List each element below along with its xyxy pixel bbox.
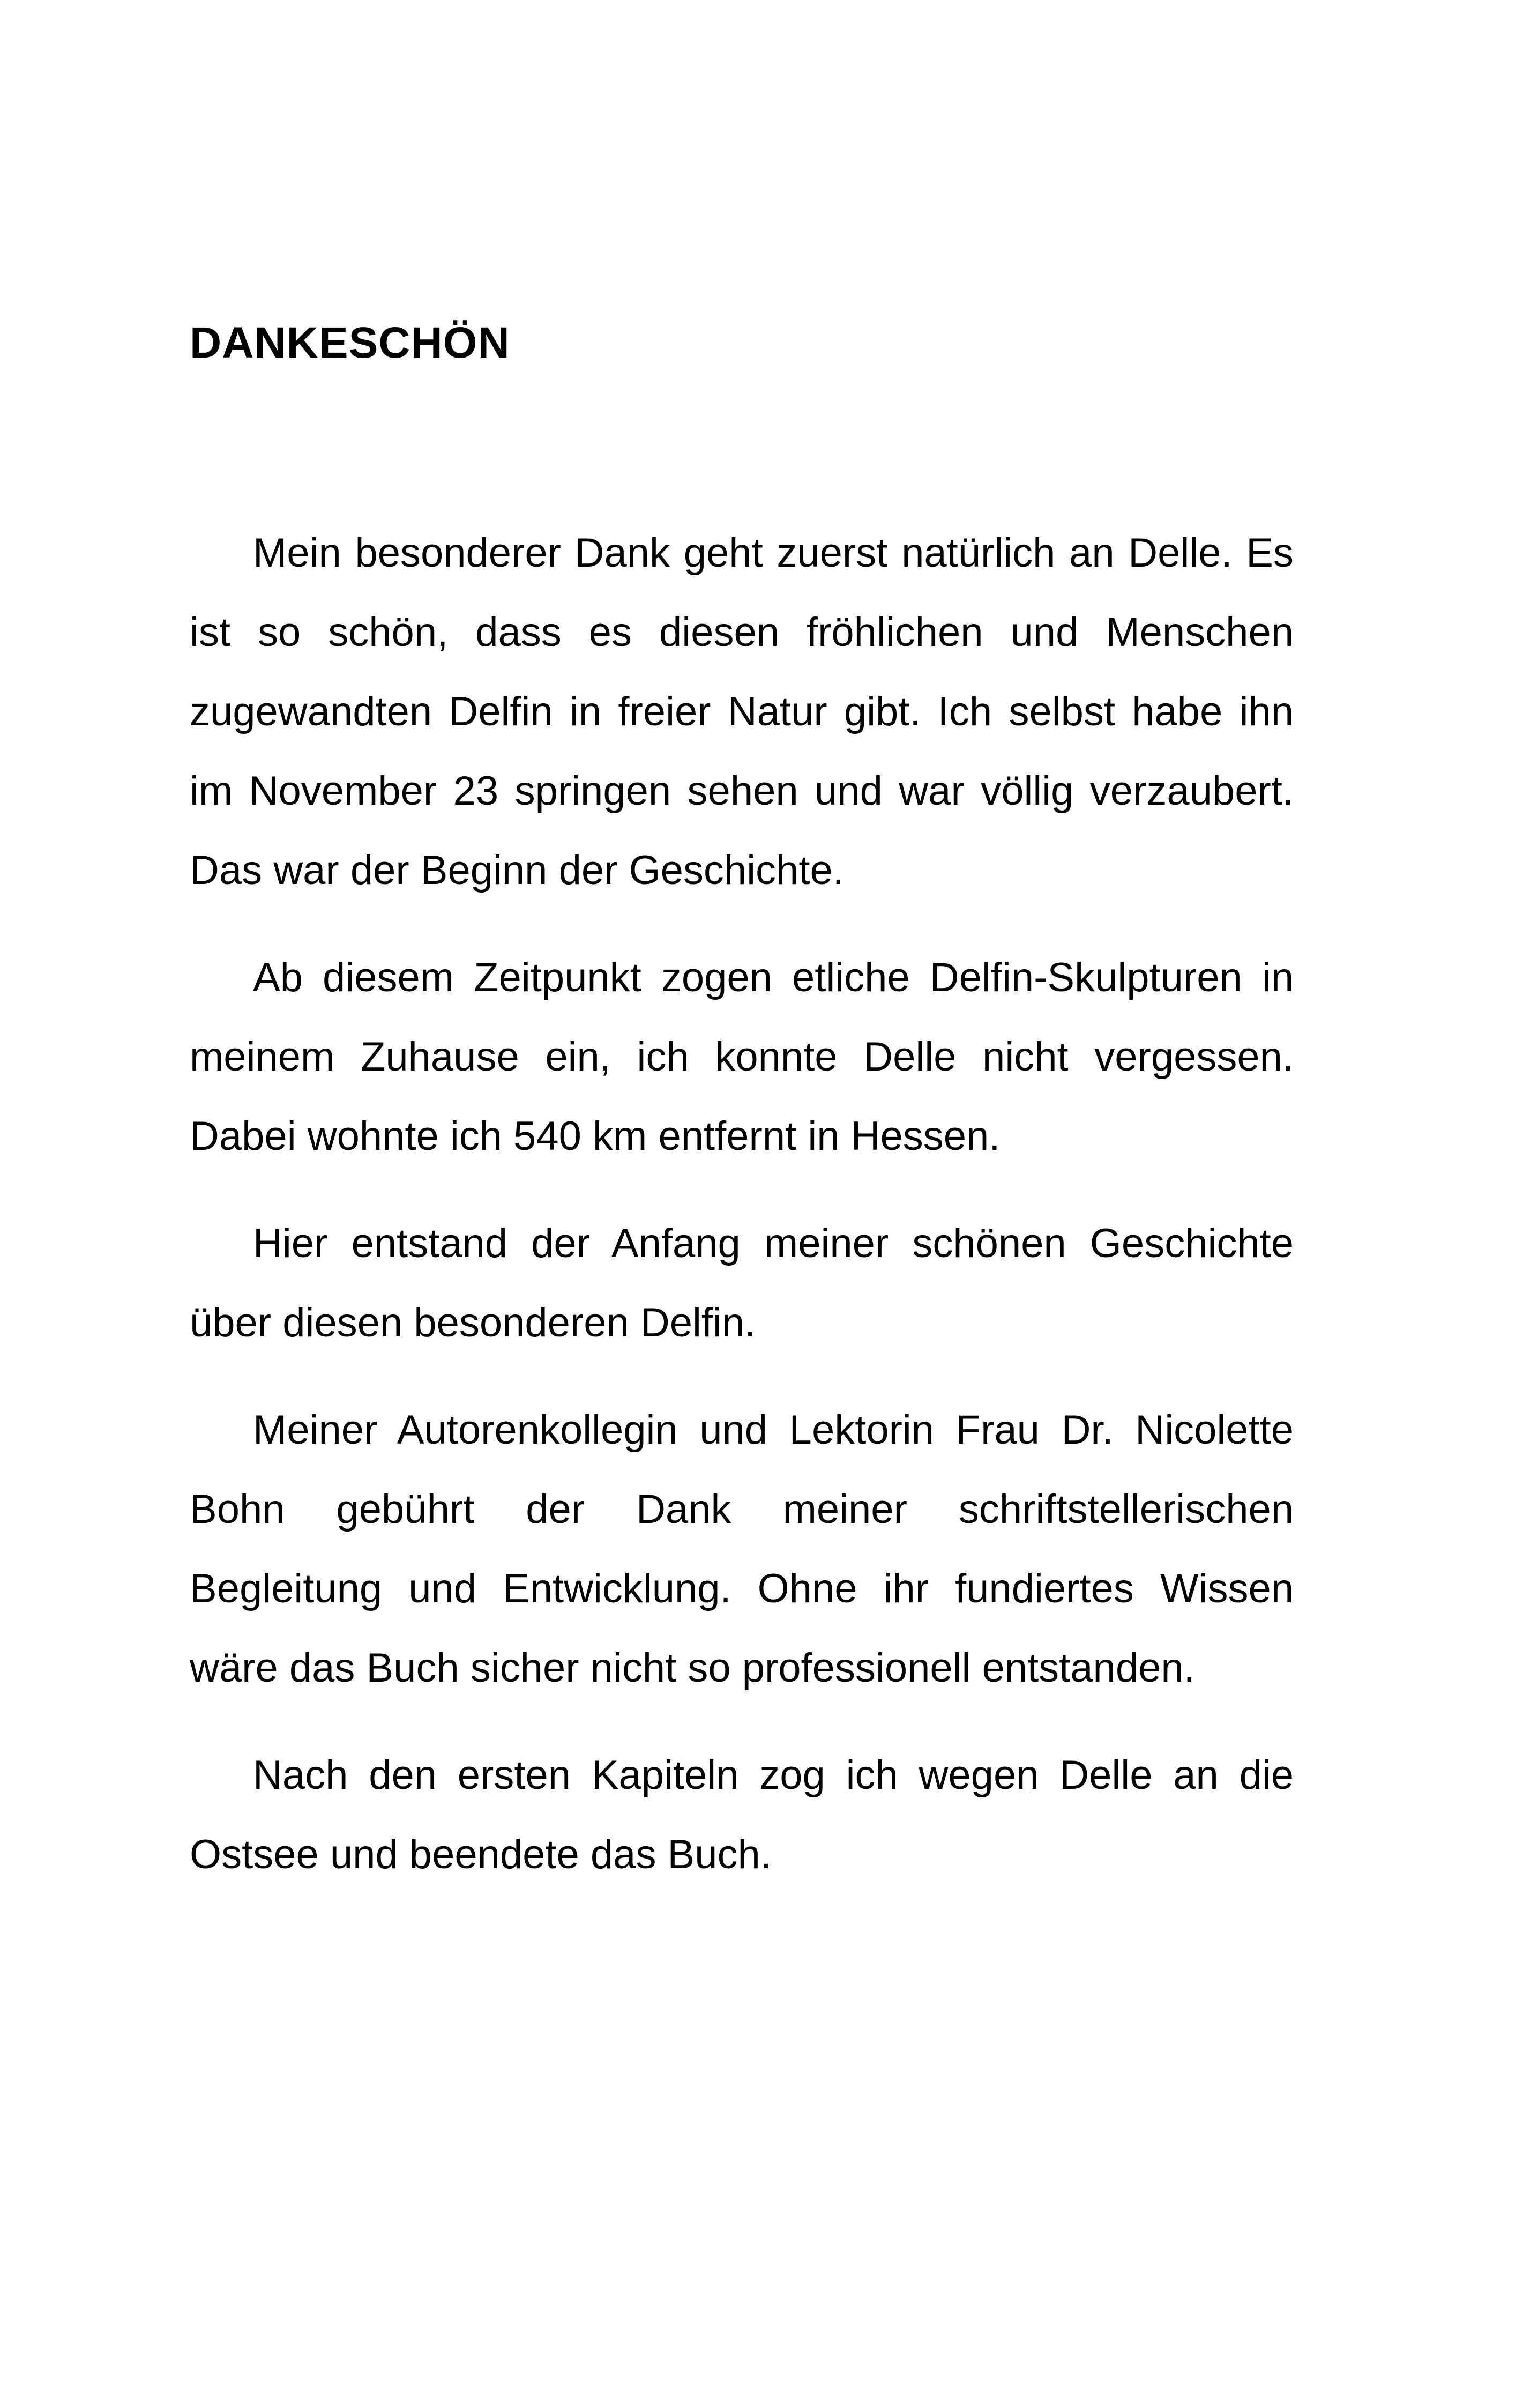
body-text [190,514,1294,1922]
page-title: DANKESCHÖN [190,318,510,367]
paragraph-2: Ab diesem Zeitpunkt zogen etliche Delfin-Skulpturen in meinem Zuhause ein, ich konnte Delle nicht vergessen. Dabei wohnte ich 540 km entfernt in Hessen. [190,955,1294,1159]
paragraph-3: Hier entstand der Anfang meiner schönen Geschichte über diesen besonderen Delfin. [190,1221,1294,1346]
paragraph-5: Nach den ersten Kapiteln zog ich wegen Delle an die Ostsee und beendete das Buch. [190,1752,1294,1877]
paragraph-4: Meiner Autorenkollegin und Lektorin Frau Dr. Nicolette Bohn gebührt der Dank meiner schriftstellerischen Begleitung und Entwicklung. Ohne ihr fundiertes Wissen wäre das Buch sicher nicht so professionell entstanden. [190,1407,1294,1691]
paragraph-1: Mein besonderer Dank geht zuerst natürlich an Delle. Es ist so schön, dass es diesen fröhlichen und Menschen zugewandten Delfin in freier Natur gibt. Ich selbst habe ihn im November 23 springen sehen und war völlig verzaubert. Das war der Beginn der Geschichte. [190,530,1294,893]
